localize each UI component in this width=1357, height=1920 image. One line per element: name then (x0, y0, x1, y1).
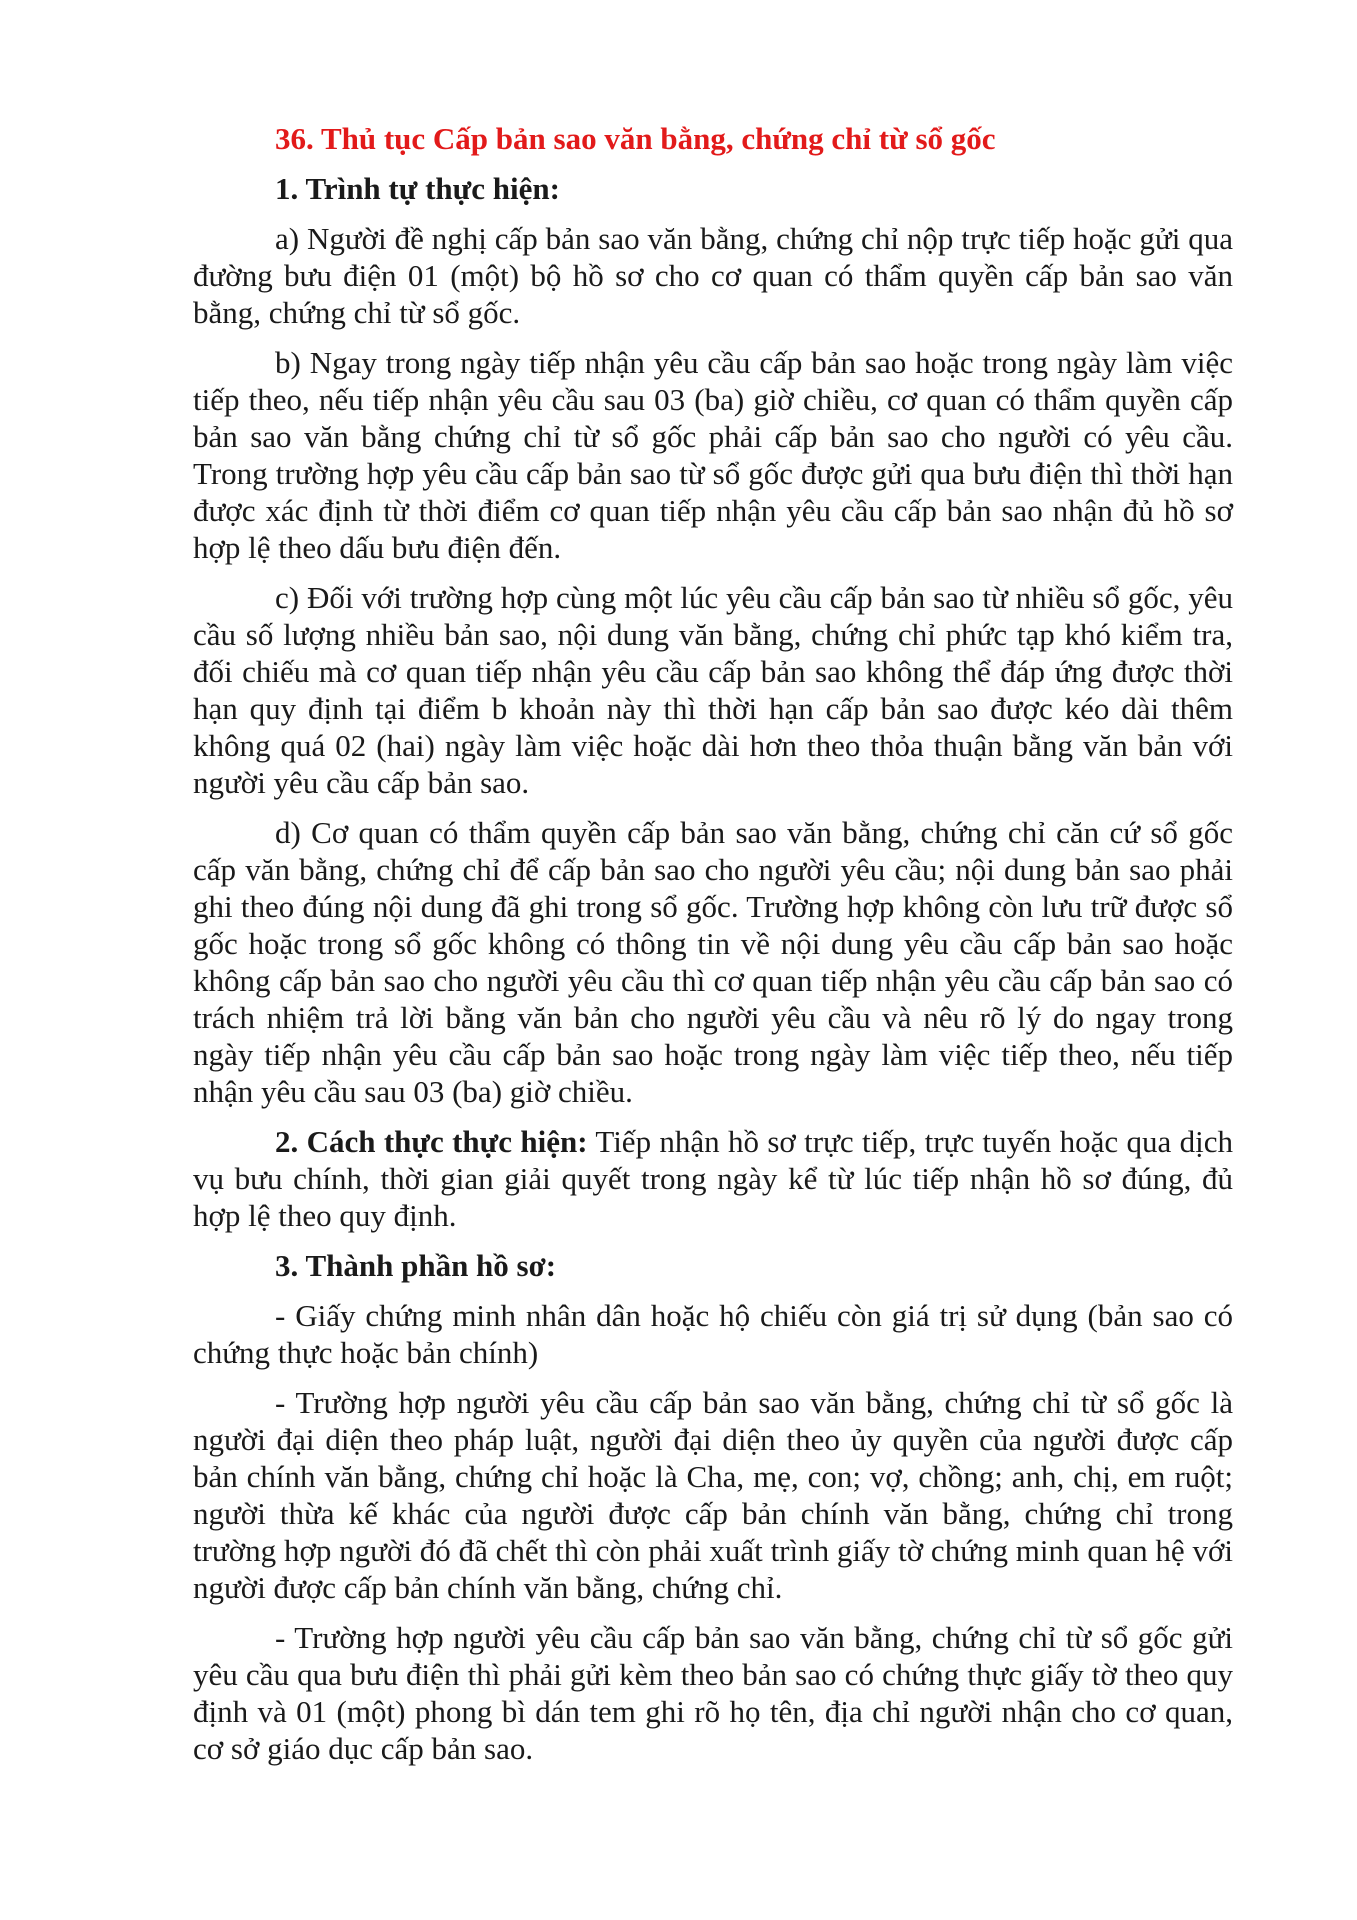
section-2-label: 2. Cách thực thực hiện: (275, 1124, 588, 1159)
section-1-paragraph-b: b) Ngay trong ngày tiếp nhận yêu cầu cấp bản sao hoặc trong ngày làm việc tiếp theo, nếu tiếp nhận yêu cầu sau 03 (ba) giờ chiều, cơ quan có thẩm quyền cấp bản sao văn bằng chứng chỉ từ sổ gốc phải cấp bản sao cho người có yêu cầu. Trong trường hợp yêu cầu cấp bản sao từ sổ gốc được gửi qua bưu điện thì thời hạn được xác định từ thời điểm cơ quan tiếp nhận yêu cầu cấp bản sao nhận đủ hồ sơ hợp lệ theo dấu bưu điện đến. (193, 345, 1233, 565)
section-2-text: Tiếp nhận hồ sơ trực tiếp, trực tuyến hoặc qua dịch vụ bưu chính, thời gian giải quyết trong ngày kể từ lúc tiếp nhận hồ sơ đúng, đủ hợp lệ theo quy định. (193, 1124, 1233, 1233)
section-1-paragraph-c: c) Đối với trường hợp cùng một lúc yêu cầu cấp bản sao từ nhiều sổ gốc, yêu cầu số lượng nhiều bản sao, nội dung văn bằng, chứng chỉ phức tạp khó kiểm tra, đối chiếu mà cơ quan tiếp nhận yêu cầu cấp bản sao không thể đáp ứng được thời hạn quy định tại điểm b khoản này thì thời hạn cấp bản sao được kéo dài thêm không quá 02 (hai) ngày làm việc hoặc dài hơn theo thỏa thuận bằng văn bản với người yêu cầu cấp bản sao. (193, 580, 1233, 800)
section-1-heading: 1. Trình tự thực hiện: (275, 171, 560, 206)
document-title: 36. Thủ tục Cấp bản sao văn bằng, chứng chỉ từ sổ gốc (275, 121, 996, 156)
section-3-heading: 3. Thành phần hồ sơ: (275, 1248, 557, 1283)
section-1-paragraph-d: d) Cơ quan có thẩm quyền cấp bản sao văn bằng, chứng chỉ căn cứ sổ gốc cấp văn bằng, chứng chỉ để cấp bản sao cho người yêu cầu; nội dung bản sao phải ghi theo đúng nội dung đã ghi trong sổ gốc. Trường hợp không còn lưu trữ được sổ gốc hoặc trong sổ gốc không có thông tin về nội dung yêu cầu cấp bản sao hoặc không cấp bản sao cho người yêu cầu thì cơ quan tiếp nhận yêu cầu cấp bản sao có trách nhiệm trả lời bằng văn bản cho người yêu cầu và nêu rõ lý do ngay trong ngày tiếp nhận yêu cầu cấp bản sao hoặc trong ngày làm việc tiếp theo, nếu tiếp nhận yêu cầu sau 03 (ba) giờ chiều. (193, 815, 1233, 1109)
section-3-item-2: - Trường hợp người yêu cầu cấp bản sao văn bằng, chứng chỉ từ sổ gốc là người đại diện theo pháp luật, người đại diện theo ủy quyền của người được cấp bản chính văn bằng, chứng chỉ hoặc là Cha, mẹ, con; vợ, chồng; anh, chị, em ruột; người thừa kế khác của người được cấp bản chính văn bằng, chứng chỉ trong trường hợp người đó đã chết thì còn phải xuất trình giấy tờ chứng minh quan hệ với người được cấp bản chính văn bằng, chứng chỉ. (193, 1385, 1233, 1605)
section-3-item-3: - Trường hợp người yêu cầu cấp bản sao văn bằng, chứng chỉ từ sổ gốc gửi yêu cầu qua bưu điện thì phải gửi kèm theo bản sao có chứng thực giấy tờ theo quy định và 01 (một) phong bì dán tem ghi rõ họ tên, địa chỉ người nhận cho cơ quan, cơ sở giáo dục cấp bản sao. (193, 1620, 1233, 1766)
section-2-paragraph (193, 1123, 1233, 1234)
section-1-paragraph-a: a) Người đề nghị cấp bản sao văn bằng, chứng chỉ nộp trực tiếp hoặc gửi qua đường bưu điện 01 (một) bộ hồ sơ cho cơ quan có thẩm quyền cấp bản sao văn bằng, chứng chỉ từ sổ gốc. (193, 221, 1233, 330)
document-page (193, 120, 1233, 1780)
section-3-item-1: - Giấy chứng minh nhân dân hoặc hộ chiếu còn giá trị sử dụng (bản sao có chứng thực hoặc bản chính) (193, 1298, 1233, 1370)
